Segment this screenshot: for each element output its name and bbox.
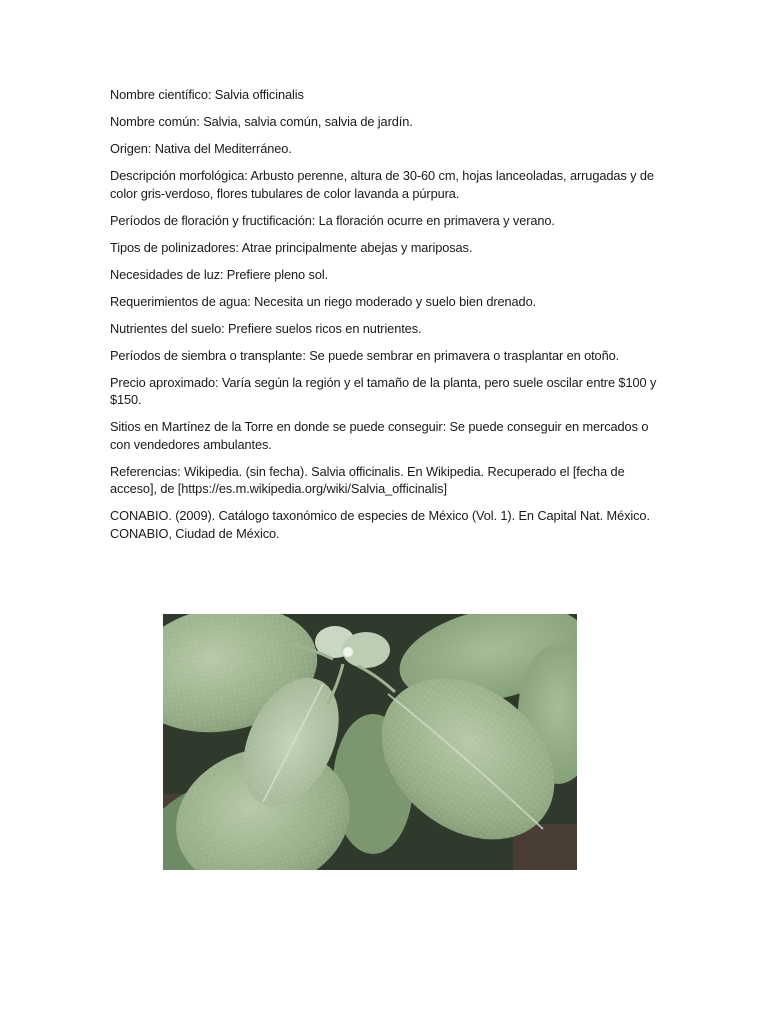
- paragraph-locations: Sitios en Martínez de la Torre en donde se puede conseguir: Se puede conseguir en mercados o con vendedores ambulantes.: [110, 419, 649, 452]
- document-body: [110, 86, 662, 552]
- paragraph-common-name: Nombre común: Salvia, salvia común, salvia de jardín.: [110, 114, 413, 129]
- water-droplet: [343, 647, 353, 657]
- sage-plant-photo: [163, 614, 577, 870]
- paragraph-water: Requerimientos de agua: Necesita un riego moderado y suelo bien drenado.: [110, 293, 537, 309]
- paragraph-flowering: Períodos de floración y fructificación: La floración ocurre en primavera y verano.: [110, 212, 555, 228]
- paragraph-scientific-name: Nombre científico: Salvia officinalis: [110, 87, 304, 102]
- sage-leaves-illustration: [163, 614, 577, 870]
- paragraph-origin: Origen: Nativa del Mediterráneo.: [110, 141, 292, 156]
- paragraph-pollinators: Tipos de polinizadores: Atrae principalmente abejas y mariposas.: [110, 239, 473, 255]
- paragraph-planting: Períodos de siembra o transplante: Se puede sembrar en primavera o trasplantar en otoño.: [110, 347, 620, 363]
- paragraph-reference-wikipedia: Referencias: Wikipedia. (sin fecha). Salvia officinalis. En Wikipedia. Recuperado el [fecha de acceso], de [https://es.m.wikipedia.org/wiki/Salvia_officinalis]: [110, 463, 625, 496]
- paragraph-soil: Nutrientes del suelo: Prefiere suelos ricos en nutrientes.: [110, 320, 422, 336]
- paragraph-morphology: Descripción morfológica: Arbusto perenne, altura de 30-60 cm, hojas lanceoladas, arrugadas y de color gris-verdoso, flores tubulares de color lavanda a púrpura.: [110, 168, 654, 201]
- paragraph-price: Precio aproximado: Varía según la región y el tamaño de la planta, pero suele oscilar entre $100 y $150.: [110, 374, 657, 407]
- paragraph-light: Necesidades de luz: Prefiere pleno sol.: [110, 266, 329, 282]
- paragraph-reference-conabio: CONABIO. (2009). Catálogo taxonómico de especies de México (Vol. 1). En Capital Nat. México. CONABIO, Ciudad de México.: [110, 508, 650, 541]
